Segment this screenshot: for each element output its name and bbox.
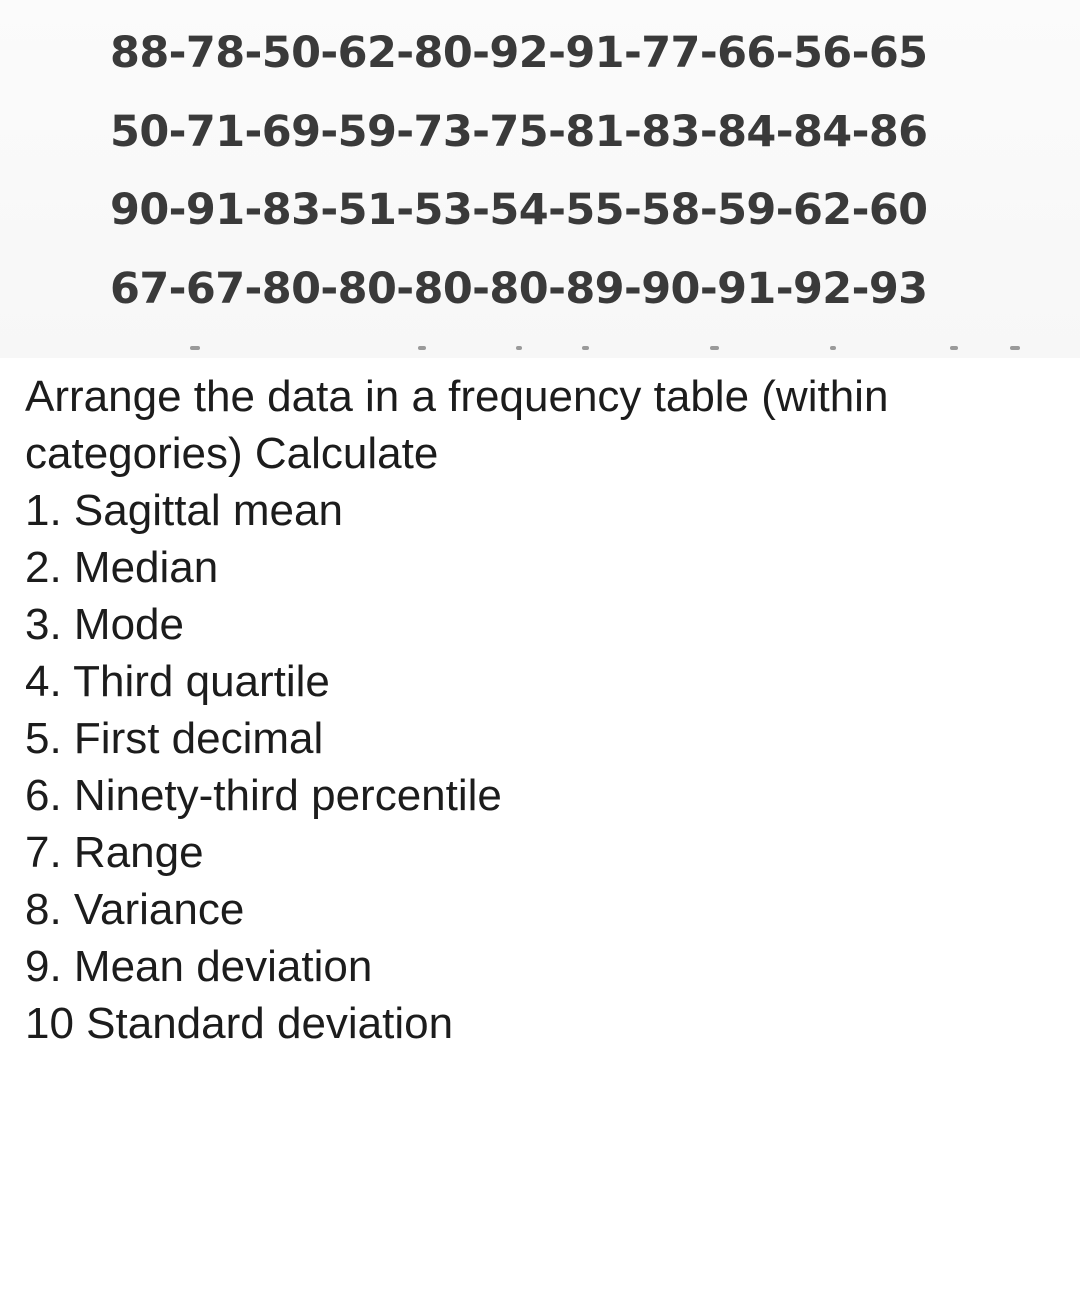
question-intro: Arrange the data in a frequency table (within categories) Calculate [25,372,889,478]
task-item: 3. Mode [25,600,184,649]
task-list [25,482,1065,1052]
data-row: 90-91-83-51-53-54-55-58-59-62-60 [110,185,928,235]
task-item: 7. Range [25,828,204,877]
task-item: 9. Mean deviation [25,942,373,991]
task-item: 5. First decimal [25,714,324,763]
task-item: 8. Variance [25,885,245,934]
cropped-text-fragment [190,346,1030,354]
data-photo [0,0,1080,358]
task-item: 10 Standard deviation [25,999,454,1048]
task-item: 6. Ninety-third percentile [25,771,502,820]
question-text [25,368,1065,1052]
task-item: 4. Third quartile [25,657,330,706]
data-row: 50-71-69-59-73-75-81-83-84-84-86 [110,107,928,157]
data-row: 67-67-80-80-80-80-89-90-91-92-93 [110,264,928,314]
task-item: 1. Sagittal mean [25,486,343,535]
task-item: 2. Median [25,543,219,592]
data-row: 88-78-50-62-80-92-91-77-66-56-65 [110,28,928,78]
